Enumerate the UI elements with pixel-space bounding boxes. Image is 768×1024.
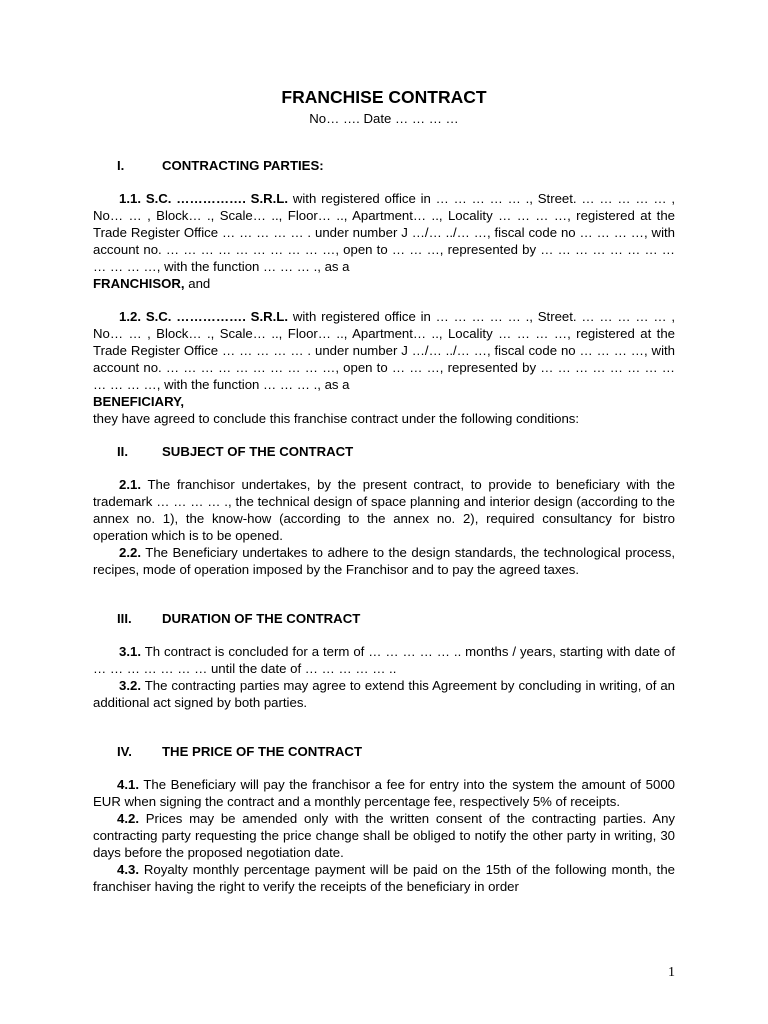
section-title: CONTRACTING PARTIES: bbox=[162, 158, 324, 173]
section-number: IV. bbox=[117, 744, 132, 759]
document-subtitle: No… …. Date … … … … bbox=[309, 111, 459, 126]
clause-text: The Beneficiary will pay the franchisor a fee for entry into the system the amount of 5000 EUR when signing the contract and a monthly percentage fee, respectively 5% of receipts. bbox=[93, 777, 675, 809]
clause-text: with registered office in … … … … … ., Street. … … … … … , No… … , Block… ., Scale… .., Floor… .., Apartment… .., Locality … … … …, registered at the Trade Register Office … … … … … . under number J …/… ../… …, fiscal code no … … … …, with account no. … … … … … … … … … …, open to … … …, represented by … … … … … … … … … … … …, with the function … … … ., as a bbox=[93, 191, 675, 274]
section-heading-4 bbox=[93, 743, 675, 760]
clause-number: 1.2. bbox=[119, 309, 141, 324]
document-page bbox=[93, 86, 675, 895]
clause-1-2 bbox=[93, 308, 675, 410]
party-role-beneficiary: BENEFICIARY, bbox=[93, 394, 185, 409]
clause-text: The franchisor undertakes, by the present contract, to provide to beneficiary with the trademark … … … … ., the technical design of space planning and interior design (according to the annex no. 1), the know-how (according to the annex no. 2), required consultancy for bistro operation which is to be opened. bbox=[93, 477, 675, 543]
page-number: 1 bbox=[668, 965, 675, 980]
clause-number: 1.1. bbox=[119, 191, 141, 206]
company-name: S.C. ……………. S.R.L. bbox=[145, 191, 289, 206]
clause-text: Th contract is concluded for a term of … … … … … .. months / years, starting with date of … … … … … … … until the date of … … … … … .. bbox=[93, 644, 675, 676]
clause-text: with registered office in … … … … … ., Street. … … … … … , No… … , Block… ., Scale… .., Floor… .., Apartment… .., Locality … … … …, registered at the Trade Register Office … … … … … . under number J …/… ../… …, fiscal code no … … … …, with account no. … … … … … … … … … …, open to … … …, represented by … … … … … … … … … … … …, with the function … … … ., as a bbox=[93, 309, 675, 392]
clause-number: 4.3. bbox=[117, 862, 139, 877]
clause-number: 2.2. bbox=[119, 545, 141, 560]
agreement-statement: they have agreed to conclude this franchise contract under the following conditions: bbox=[93, 411, 580, 426]
clause-text: Royalty monthly percentage payment will be paid on the 15th of the following month, the franchiser having the right to verify the receipts of the beneficiary in order bbox=[93, 862, 675, 894]
clause-number: 4.1. bbox=[117, 777, 139, 792]
section-number: I. bbox=[117, 158, 125, 173]
clause-tail: and bbox=[184, 276, 211, 291]
clause-4-3 bbox=[93, 861, 675, 895]
section-number: III. bbox=[117, 611, 132, 626]
clause-number: 3.2. bbox=[119, 678, 141, 693]
section-title: SUBJECT OF THE CONTRACT bbox=[162, 444, 354, 459]
clause-text: The contracting parties may agree to extend this Agreement by concluding in writing, of an additional act signed by both parties. bbox=[93, 678, 675, 710]
clause-1-1 bbox=[93, 190, 675, 292]
clause-4-1 bbox=[93, 776, 675, 810]
clause-2-1 bbox=[93, 476, 675, 544]
clause-3-1 bbox=[93, 643, 675, 677]
clause-4-2 bbox=[93, 810, 675, 861]
party-role-franchisor: FRANCHISOR, bbox=[93, 276, 185, 291]
clause-number: 2.1. bbox=[119, 477, 141, 492]
section-heading-3 bbox=[93, 610, 675, 627]
document-title: FRANCHISE CONTRACT bbox=[281, 87, 487, 107]
clause-text: Prices may be amended only with the written consent of the contracting parties. Any contracting party requesting the price change shall be obliged to notify the other party in writing, 30 days before the proposed negotiation date. bbox=[93, 811, 675, 860]
section-title: THE PRICE OF THE CONTRACT bbox=[162, 744, 363, 759]
clause-2-2 bbox=[93, 544, 675, 578]
company-name: S.C. ……………. S.R.L. bbox=[145, 309, 289, 324]
clause-text: The Beneficiary undertakes to adhere to the design standards, the technological process, recipes, mode of operation imposed by the Franchisor and to pay the agreed taxes. bbox=[93, 545, 675, 577]
section-heading-2 bbox=[93, 443, 675, 460]
section-heading-1 bbox=[93, 157, 675, 174]
section-number: II. bbox=[117, 444, 128, 459]
clause-number: 3.1. bbox=[119, 644, 141, 659]
clause-number: 4.2. bbox=[117, 811, 139, 826]
section-title: DURATION OF THE CONTRACT bbox=[162, 611, 361, 626]
clause-3-2 bbox=[93, 677, 675, 711]
